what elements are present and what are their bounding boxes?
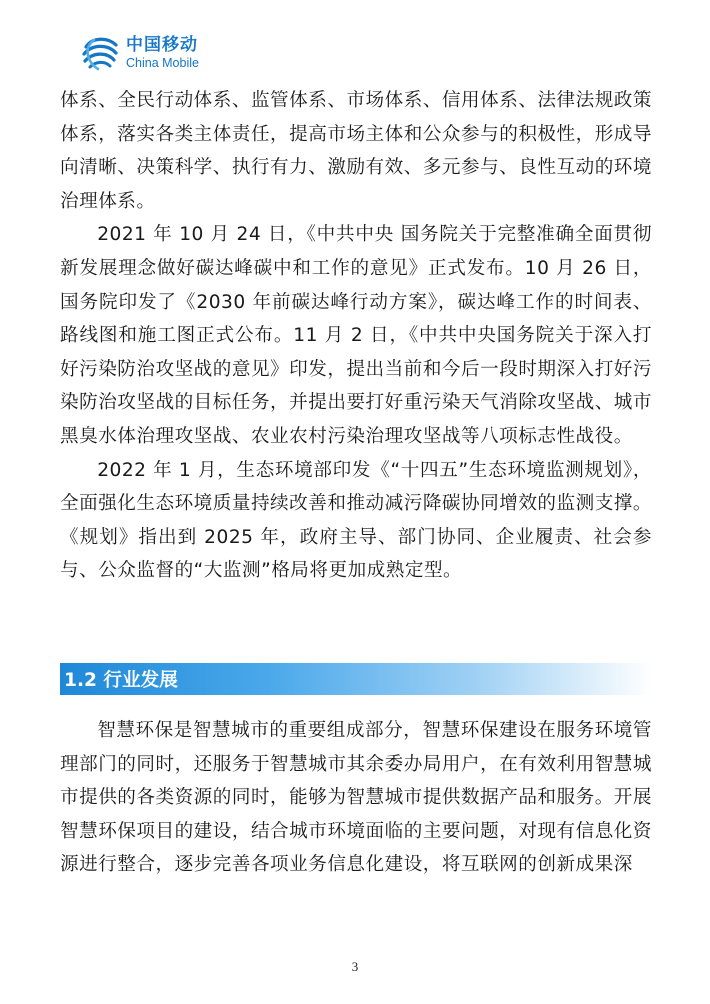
section-header-bar (60, 663, 652, 695)
china-mobile-logo (78, 30, 199, 76)
logo-english-name: China Mobile (126, 55, 199, 70)
china-mobile-logo-icon (78, 31, 122, 75)
body-text-bottom (60, 714, 652, 882)
body-text-top (60, 84, 652, 588)
paragraph-carbon-peak-2021: 2021 年 10 月 24 日，《中共中央 国务院关于完整准确全面贯彻新发展理念做好碳达峰碳中和工作的意见》正式发布。10 月 26 日，国务院印发了《2030 年前碳达峰行动方案》，碳达峰工作的时间表、路线图和施工图正式公布。11 月 2 日，《中共中央国务院关于深入打好污染防治攻坚战的意见》印发，提出当前和今后一段时期深入打好污染防治攻坚战的目标任务，并提出要打好重污染天气消除攻坚战、城市黑臭水体治理攻坚战、农业农村污染治理攻坚战等八项标志性战役。 (60, 224, 652, 447)
paragraph-monitoring-plan-2022: 2022 年 1 月，生态环境部印发《“十四五”生态环境监测规划》，全面强化生态环境质量持续改善和推动减污降碳协同增效的监测支撑。《规划》指出到 2025 年，政府主导、部门协同、企业履责、社会参与、公众监督的“大监测”格局将更加成熟定型。 (60, 459, 652, 582)
paragraph-governance-system: 体系、全民行动体系、监管体系、市场体系、信用体系、法律法规政策体系，落实各类主体责任，提高市场主体和公众参与的积极性，形成导向清晰、决策科学、执行有力、激励有效、多元参与、良性互动的环境治理体系。 (60, 90, 652, 212)
paragraph-smart-environment: 智慧环保是智慧城市的重要组成部分，智慧环保建设在服务环境管理部门的同时，还服务于智慧城市其余委办局用户，在有效利用智慧城市提供的各类资源的同时，能够为智慧城市提供数据产品和服务。开展智慧环保项目的建设，结合城市环境面临的主要问题，对现有信息化资源进行整合，逐步完善各项业务信息化建设，将互联网的创新成果深 (60, 720, 652, 876)
section-title: 1.2 行业发展 (64, 670, 178, 691)
page-number: 3 (351, 959, 359, 974)
logo-chinese-name: 中国移动 (126, 34, 198, 55)
